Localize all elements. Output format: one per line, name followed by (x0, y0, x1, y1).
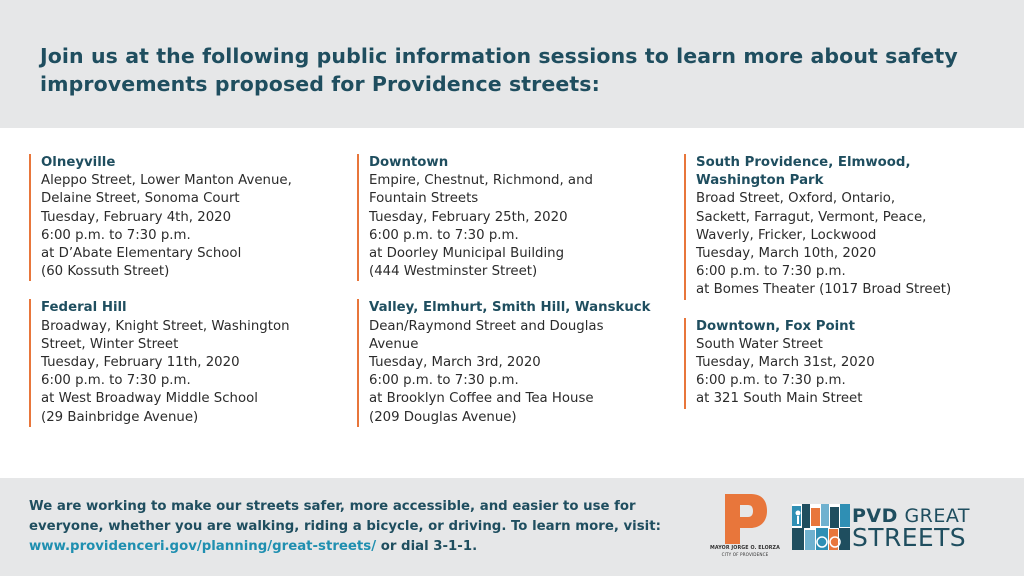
session-neighborhood: Olneyville (41, 155, 116, 170)
session-neighborhood: Downtown, Fox Point (696, 318, 855, 334)
great-streets-link[interactable]: www.providenceri.gov/planning/great-streets/ (29, 539, 377, 554)
session-detail-line: (29 Bainbridge Avenue) (41, 409, 199, 425)
session-detail-line: Tuesday, February 11th, 2020 (41, 355, 240, 371)
session-detail-line: 6:00 p.m. to 7:30 p.m. (696, 373, 846, 389)
session-detail-line: Delaine Street, Sonoma Court (41, 191, 240, 207)
session-detail-line: Tuesday, February 4th, 2020 (41, 209, 232, 225)
session-detail-line: at Brooklyn Coffee and Tea House (369, 391, 594, 407)
page-title: Join us at the following public information sessions to learn more about safety improvements proposed for Providence streets: (40, 44, 958, 96)
session-detail-line: Sackett, Farragut, Vermont, Peace, (696, 209, 927, 225)
session-detail-line: at D’Abate Elementary School (41, 246, 242, 262)
session-detail-line: Fountain Streets (369, 191, 479, 207)
session-detail-line: South Water Street (696, 336, 823, 352)
session-detail-line: Dean/Raymond Street and Douglas (369, 318, 604, 334)
session-block (357, 299, 675, 426)
footer-dial: dial 3-1-1. (401, 539, 478, 554)
pvd-word: PVD (852, 505, 898, 527)
session-detail-line: Tuesday, March 3rd, 2020 (369, 355, 541, 371)
footer-message (29, 497, 689, 557)
providence-p-logo-icon (721, 494, 769, 544)
session-detail-line: Avenue (369, 336, 419, 352)
street-users-collage-icon (792, 504, 850, 550)
session-detail-line: (444 Westminster Street) (369, 264, 538, 280)
session-block (684, 154, 1002, 300)
session-block (29, 154, 347, 281)
session-detail-line: Waverly, Fricker, Lockwood (696, 227, 877, 243)
city-name: CITY OF PROVIDENCE (721, 552, 769, 557)
session-detail-line: 6:00 p.m. to 7:30 p.m. (696, 264, 846, 280)
session-detail-line: 6:00 p.m. to 7:30 p.m. (369, 227, 519, 243)
sessions-column-3 (684, 154, 1002, 427)
streets-word: STREETS (852, 523, 967, 552)
pvd-logo-text (852, 506, 992, 550)
session-neighborhood: South Providence, Elmwood, Washington Park (696, 155, 911, 189)
session-detail-line: Tuesday, March 31st, 2020 (696, 355, 875, 371)
session-detail-line: at West Broadway Middle School (41, 391, 258, 407)
session-detail-line: at Doorley Municipal Building (369, 246, 565, 262)
session-detail-line: (60 Kossuth Street) (41, 264, 170, 280)
city-logo-caption (706, 546, 784, 558)
session-detail-line: Street, Winter Street (41, 336, 179, 352)
sessions-area (0, 128, 1024, 478)
city-of-providence-logo (706, 492, 784, 568)
pvd-great-streets-logo (792, 504, 992, 550)
session-block (684, 318, 1002, 409)
session-detail-line: Tuesday, March 10th, 2020 (696, 246, 877, 262)
sessions-column-2 (357, 154, 675, 445)
session-detail-line: Broadway, Knight Street, Washington (41, 318, 290, 334)
great-word: GREAT (904, 505, 971, 527)
session-block (357, 154, 675, 281)
footer-message-text: We are working to make our streets safer, more accessible, and easier to use for everyone, whether you are walking, riding a bicycle, or driving. To learn more, visit: (29, 499, 661, 534)
session-detail-line: at 321 South Main Street (696, 391, 863, 407)
session-detail-line: Empire, Chestnut, Richmond, and (369, 173, 593, 189)
session-neighborhood: Downtown (369, 155, 449, 170)
session-neighborhood: Federal Hill (41, 300, 127, 316)
session-detail-line: 6:00 p.m. to 7:30 p.m. (41, 373, 191, 389)
footer-or: or (380, 539, 397, 554)
header-band (0, 0, 1024, 128)
mayor-name: MAYOR JORGE O. ELORZA (710, 546, 780, 551)
session-neighborhood: Valley, Elmhurt, Smith Hill, Wanskuck (369, 300, 651, 316)
footer-band (0, 478, 1024, 576)
sessions-column-1 (29, 154, 347, 445)
session-block (29, 299, 347, 426)
session-detail-line: 6:00 p.m. to 7:30 p.m. (41, 227, 191, 243)
session-detail-line: Aleppo Street, Lower Manton Avenue, (41, 173, 292, 189)
session-detail-line: 6:00 p.m. to 7:30 p.m. (369, 373, 519, 389)
session-detail-line: (209 Douglas Avenue) (369, 409, 517, 425)
session-detail-line: at Bomes Theater (1017 Broad Street) (696, 282, 952, 298)
session-detail-line: Tuesday, February 25th, 2020 (369, 209, 568, 225)
session-detail-line: Broad Street, Oxford, Ontario, (696, 191, 896, 207)
